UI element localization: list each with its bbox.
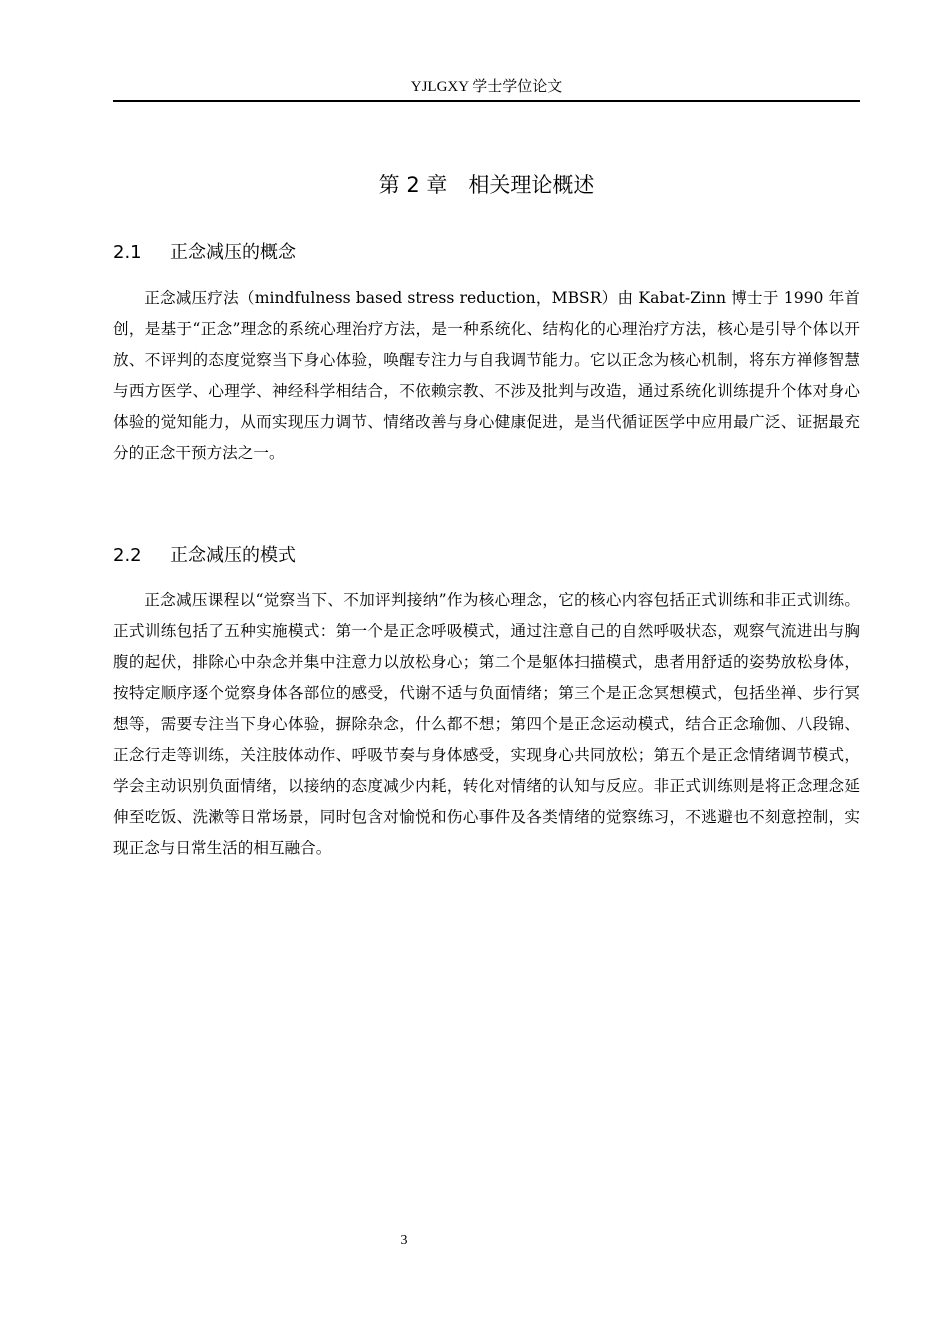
page-header: YJLGXY 学士学位论文: [410, 79, 563, 95]
chapter-title: 第 2 章 相关理论概述: [378, 173, 595, 197]
header-rule: [113, 100, 860, 102]
section-number: 2.1: [113, 242, 142, 263]
body-paragraph: 正念减压课程以“觉察当下、不加评判接纳”作为核心理念，它的核心内容包括正式训练和非正式训练。正式训练包括了五种实施模式：第一个是正念呼吸模式，通过注意自己的自然呼吸状态，观察气流进出与胸腹的起伏，排除心中杂念并集中注意力以放松身心；第二个是躯体扫描模式，患者用舒适的姿势放松身体，按特定顺序逐个觉察身体各部位的感受，代谢不适与负面情绪；第三个是正念冥想模式，包括坐禅、步行冥想等，需要专注当下身心体验，摒除杂念，什么都不想；第四个是正念运动模式，结合正念瑜伽、八段锦、正念行走等训练，关注肢体动作、呼吸节奏与身体感受，实现身心共同放松；第五个是正念情绪调节模式，学会主动识别负面情绪，以接纳的态度减少内耗，转化对情绪的认知与反应。非正式训练则是将正念理念延伸至吃饭、洗漱等日常场景，同时包含对愉悦和伤心事件及各类情绪的觉察练习，不逃避也不刻意控制，实现正念与日常生活的相互融合。: [113, 591, 860, 857]
section-number: 2.2: [113, 545, 142, 566]
body-paragraph: 正念减压疗法（mindfulness based stress reduction，MBSR）由 Kabat-Zinn 博士于 1990 年首创，是基于“正念”理念的系统心理治疗方法，是一种系统化、结构化的心理治疗方法，核心是引导个体以开放、不评判的态度觉察当下身心体验，唤醒专注力与自我调节能力。它以正念为核心机制，将东方禅修智慧与西方医学、心理学、神经科学相结合，不依赖宗教、不涉及批判与改造，通过系统化训练提升个体对身心体验的觉知能力，从而实现压力调节、情绪改善与身心健康促进，是当代循证医学中应用最广泛、证据最充分的正念干预方法之一。: [113, 289, 860, 462]
section-title: 正念减压的概念: [170, 242, 296, 263]
section-title: 正念减压的模式: [170, 545, 296, 566]
page-number: 3: [400, 1233, 408, 1248]
section-heading: [113, 240, 296, 266]
section-heading: [113, 543, 296, 569]
